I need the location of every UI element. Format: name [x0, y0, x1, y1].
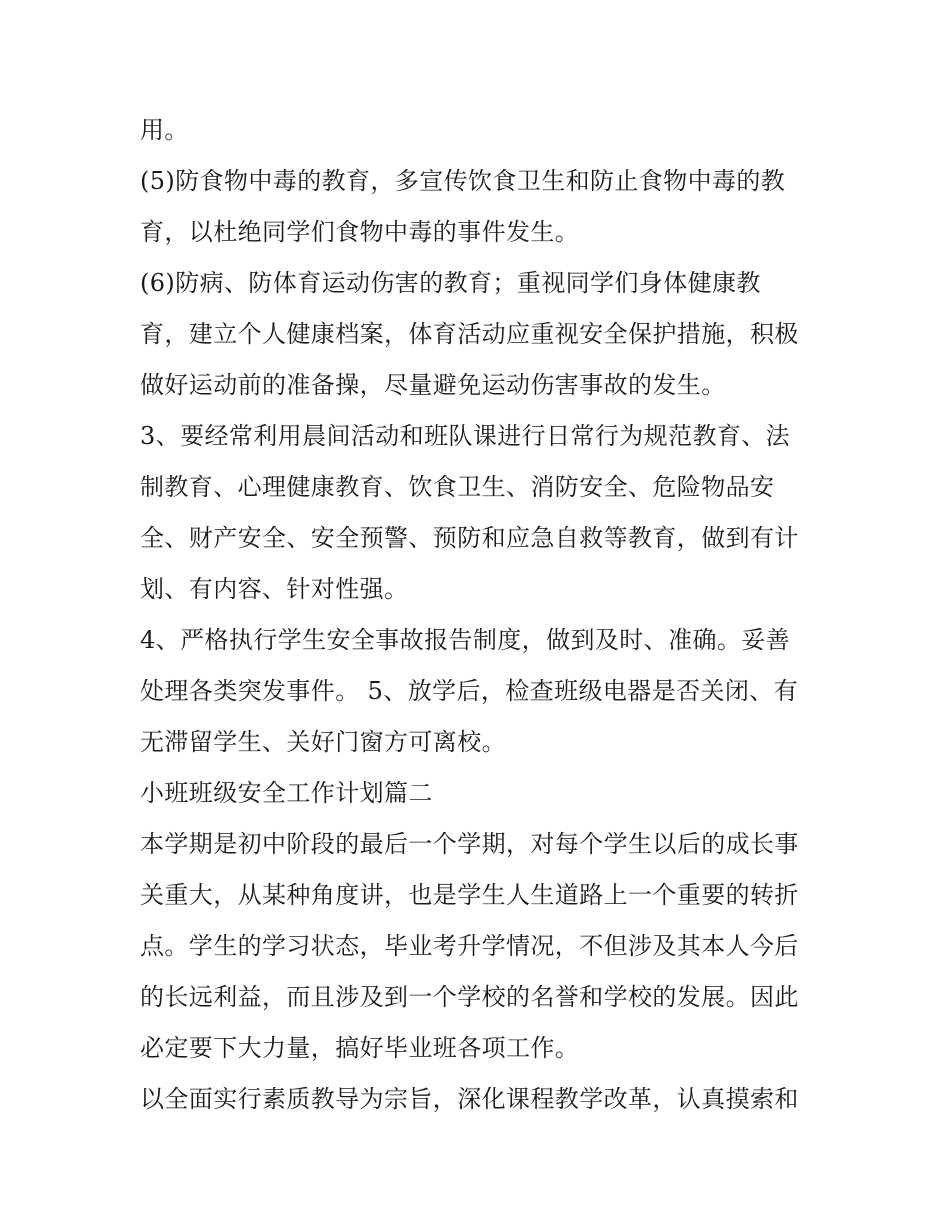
text-line: 以全面实行素质教导为宗旨，深化课程教学改革，认真摸索和: [140, 1085, 799, 1113]
text-line: 本学期是初中阶段的最后一个学期，对每个学生以后的成长事: [140, 830, 799, 858]
text-line: 3、要经常利用晨间活动和班队课进行日常行为规范教育、法: [140, 422, 791, 450]
text-line: 点。学生的学习状态，毕业考升学情况，不但涉及其本人今后: [140, 932, 799, 960]
document-body: [140, 105, 820, 1125]
text-line: 育，建立个人健康档案，体育活动应重视安全保护措施，积极: [140, 320, 799, 348]
text-line: 做好运动前的准备操，尽量避免运动伤害事故的发生。: [140, 371, 726, 399]
text-line: 无滞留学生、关好门窗方可离校。: [140, 728, 506, 756]
text-line: 用。: [140, 116, 189, 144]
text-line: (6)防病、防体育运动伤害的教育；重视同学们身体健康教: [140, 269, 761, 297]
text-line: 处理各类突发事件。 5、放学后，检查班级电器是否关闭、有: [140, 677, 799, 705]
text-line: 制教育、心理健康教育、饮食卫生、消防安全、危险物品安: [140, 473, 775, 501]
text-line: 关重大，从某种角度讲，也是学生人生道路上一个重要的转折: [140, 881, 799, 909]
text-line: 4、严格执行学生安全事故报告制度，做到及时、准确。妥善: [140, 626, 791, 654]
text-line: (5)防食物中毒的教育，多宣传饮食卫生和防止食物中毒的教: [140, 167, 786, 195]
text-line: 划、有内容、针对性强。: [140, 575, 409, 603]
text-line: 的长远利益，而且涉及到一个学校的名誉和学校的发展。因此: [140, 983, 799, 1011]
text-line: 必定要下大力量，搞好毕业班各项工作。: [140, 1034, 580, 1062]
text-line: 全、财产安全、安全预警、预防和应急自救等教育，做到有计: [140, 524, 799, 552]
text-line: 育，以杜绝同学们食物中毒的事件发生。: [140, 218, 580, 246]
section-heading: 小班班级安全工作计划篇二: [140, 779, 433, 807]
